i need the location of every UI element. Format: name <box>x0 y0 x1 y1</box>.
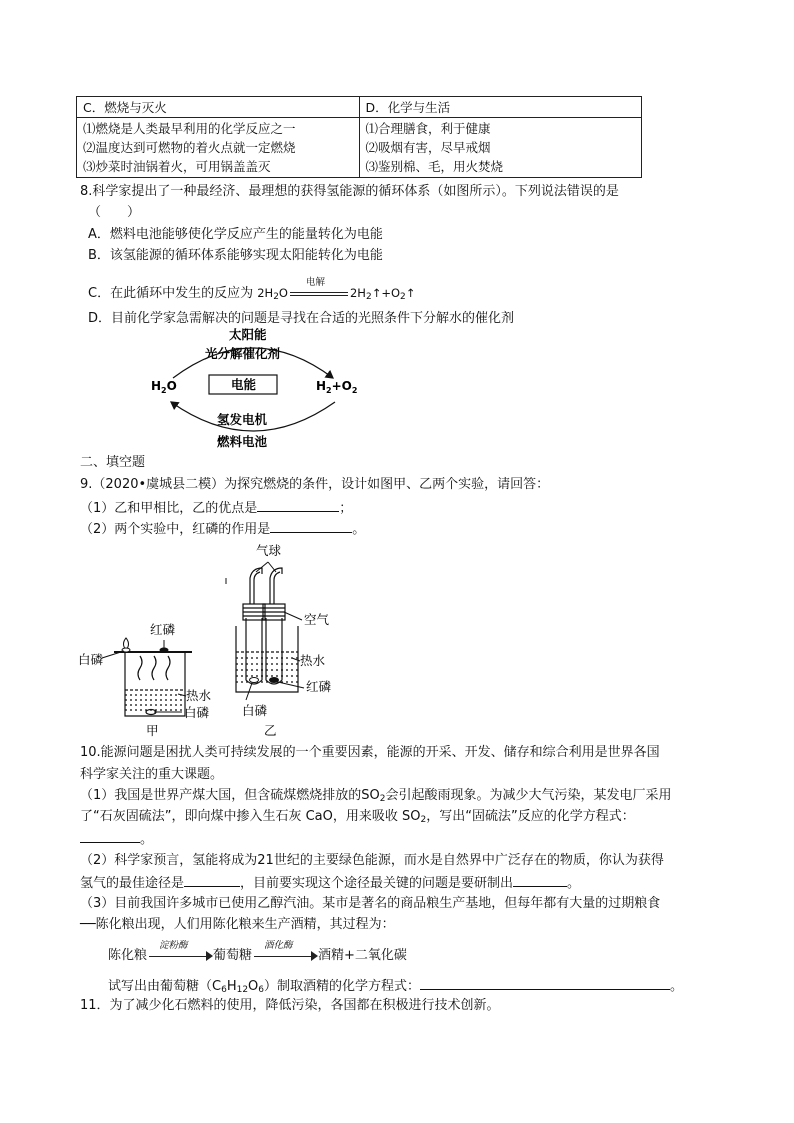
diagram-photo-catalyst: 光分解催化剂 <box>205 346 281 361</box>
option-c-item-3: ⑶炒菜时油锅着火，可用锅盖盖灭 <box>83 159 271 174</box>
jia-label-white-phosphorus-water: 白磷 <box>184 705 210 720</box>
option-d-item-2: ⑵吸烟有害，尽早戒烟 <box>365 140 491 155</box>
flow-start: 陈化粮 <box>108 948 148 963</box>
diagram-hydrogen-generator: 氢发电机 <box>217 412 268 427</box>
figure-jia <box>114 652 192 716</box>
q8-option-d: D．目前化学家急需解决的问题是寻找在合适的光照条件下分解水的催化剂 <box>88 311 515 326</box>
yi-balloon-left <box>254 572 260 604</box>
q9-part-2: （2）两个实验中，红磷的作用是 。 <box>80 519 365 539</box>
q10-stem-1: 10.能源问题是困扰人类可持续发展的一个重要因素，能源的开采、开发、储存和综合利用是世界各国 <box>80 745 660 760</box>
figure-yi <box>236 568 298 692</box>
flow-enzyme-2: 酒化酶 <box>264 939 293 951</box>
yi-label-white-phosphorus: 白磷 <box>242 703 268 718</box>
option-d-items <box>359 118 642 178</box>
options-table <box>76 96 642 178</box>
q8-c-lhs: $2H_2O$ <box>257 286 288 302</box>
q10-part-2-line-1: （2）科学家预言，氢能将成为21世纪的主要绿色能源，而水是自然界中广泛存在的物质，你认为获得 <box>80 853 664 868</box>
jia-beaker <box>125 652 185 716</box>
q10-blank-2[interactable] <box>184 873 240 887</box>
flow-mid: 葡萄糖 <box>213 948 253 963</box>
option-c-header: C．燃烧与灭火 <box>77 97 360 118</box>
diagram-electric-energy: 电能 <box>231 377 257 392</box>
q11-stem: 11．为了减少化石燃料的使用，降低污染，各国都在积极进行技术创新。 <box>80 998 500 1013</box>
q10-part-2-line-2: 氢气的最佳途径是 ，目前要实现这个途径最关键的问题是要研制出 。 <box>80 873 580 893</box>
jia-label-red-phosphorus: 红磷 <box>150 622 176 637</box>
q10-blank-3[interactable] <box>513 873 567 887</box>
diagram-fuel-cell: 燃料电池 <box>217 434 268 449</box>
q8-option-a: A．燃料电池能够使化学反应产生的能量转化为电能 <box>88 227 383 242</box>
q8-c-prefix: C．在此循环中发生的反应为 <box>88 286 254 301</box>
yi-balloon-right <box>274 572 280 604</box>
q9-blank-1[interactable] <box>257 498 339 512</box>
yi-white-phosphorus <box>250 678 259 683</box>
jia-label-hot-water: 热水 <box>186 688 212 703</box>
q8-c-rhs: $2H_2↑+O_2↑$ <box>349 286 416 302</box>
q10-part-1-line-1: （1）我国是世界产煤大国，但含硫煤燃烧排放的$SO_2$会引起酸雨现象。为减少大气污染，某发电厂采用 <box>80 788 672 804</box>
jia-steam <box>138 656 142 680</box>
flow-end: 酒精+二氧化碳 <box>318 948 407 963</box>
q10-blank-1[interactable] <box>80 829 140 843</box>
q9-stem: 9.（2020•虞城县二模）为探究燃烧的条件，设计如图甲、乙两个实验，请回答： <box>80 477 550 492</box>
yi-label-red-phosphorus: 红磷 <box>306 679 332 694</box>
combustion-experiment-figure <box>78 540 368 740</box>
diagram-water: $H_2O$ <box>151 379 177 395</box>
option-d-item-1: ⑴合理膳食，利于健康 <box>365 121 491 136</box>
yi-red-phosphorus <box>269 677 279 683</box>
jia-label-white-phosphorus-plate: 白磷 <box>78 652 104 667</box>
yi-tube-left <box>246 618 262 684</box>
q8-option-c <box>88 276 416 306</box>
jia-red-phosphorus <box>160 648 169 653</box>
q9-part-1: （1）乙和甲相比，乙的优点是 ； <box>80 498 352 518</box>
flow-arrow-2 <box>252 939 318 963</box>
q10-part-3-line-4: 试写出由葡萄糖$(C_6H_{12}O_6)$制取酒精的化学方程式： 。 <box>108 976 683 999</box>
q8-option-b: B．该氢能源的循环体系能够实现太阳能转化为电能 <box>88 248 383 263</box>
q8-stem: 8.科学家提出了一种最经济、最理想的获得氢能源的循环体系（如图所示）。下列说法错误的是 <box>80 184 619 199</box>
q10-flow <box>108 939 407 965</box>
yi-label-balloon: 气球 <box>256 543 282 558</box>
q10-part-3-line-2: ──陈化粮出现，人们用陈化粮来生产酒精，其过程为： <box>80 917 395 932</box>
q8-c-condition: 电解 <box>290 287 348 301</box>
hydrogen-cycle-diagram <box>145 326 370 452</box>
jia-label: 甲 <box>146 723 159 738</box>
option-c-item-2: ⑵温度达到可燃物的着火点就一定燃烧 <box>83 140 296 155</box>
option-c-item-1: ⑴燃烧是人类最早利用的化学反应之一 <box>83 121 296 136</box>
yi-label: 乙 <box>264 723 277 738</box>
q10-stem-2: 科学家关注的重大课题。 <box>80 767 224 782</box>
yi-tube-right <box>266 618 282 684</box>
q10-part-3-line-1: （3）目前我国许多城市已使用乙醇汽油。某市是著名的商品粮生产基地，但每年都有大量的过期粮食 <box>80 896 661 911</box>
q10-part-1-line-2: 了“石灰固硫法”，即向煤中掺入生石灰 CaO，用来吸收 $SO_2$，写出“固硫法”反应的化学方程式： <box>80 809 635 825</box>
flow-enzyme-1: 淀粉酶 <box>159 939 188 951</box>
diagram-products: $H_2+O_2$ <box>316 379 358 395</box>
q10-blank-4[interactable] <box>420 976 670 990</box>
yi-label-air: 空气 <box>304 612 330 627</box>
option-d-header: D．化学与生活 <box>359 97 642 118</box>
flow-arrow-1 <box>147 939 213 963</box>
q9-blank-2[interactable] <box>270 519 352 533</box>
q10-part-1-line-3: 。 <box>80 829 153 849</box>
option-c-items <box>77 118 360 178</box>
yi-label-hot-water: 热水 <box>300 653 326 668</box>
q8-answer-paren: （ ） <box>88 205 141 220</box>
diagram-sun-energy: 太阳能 <box>229 327 267 342</box>
option-d-item-3: ⑶鉴别棉、毛，用火焚烧 <box>365 159 504 174</box>
section-fill-in-title: 二、填空题 <box>80 455 146 470</box>
